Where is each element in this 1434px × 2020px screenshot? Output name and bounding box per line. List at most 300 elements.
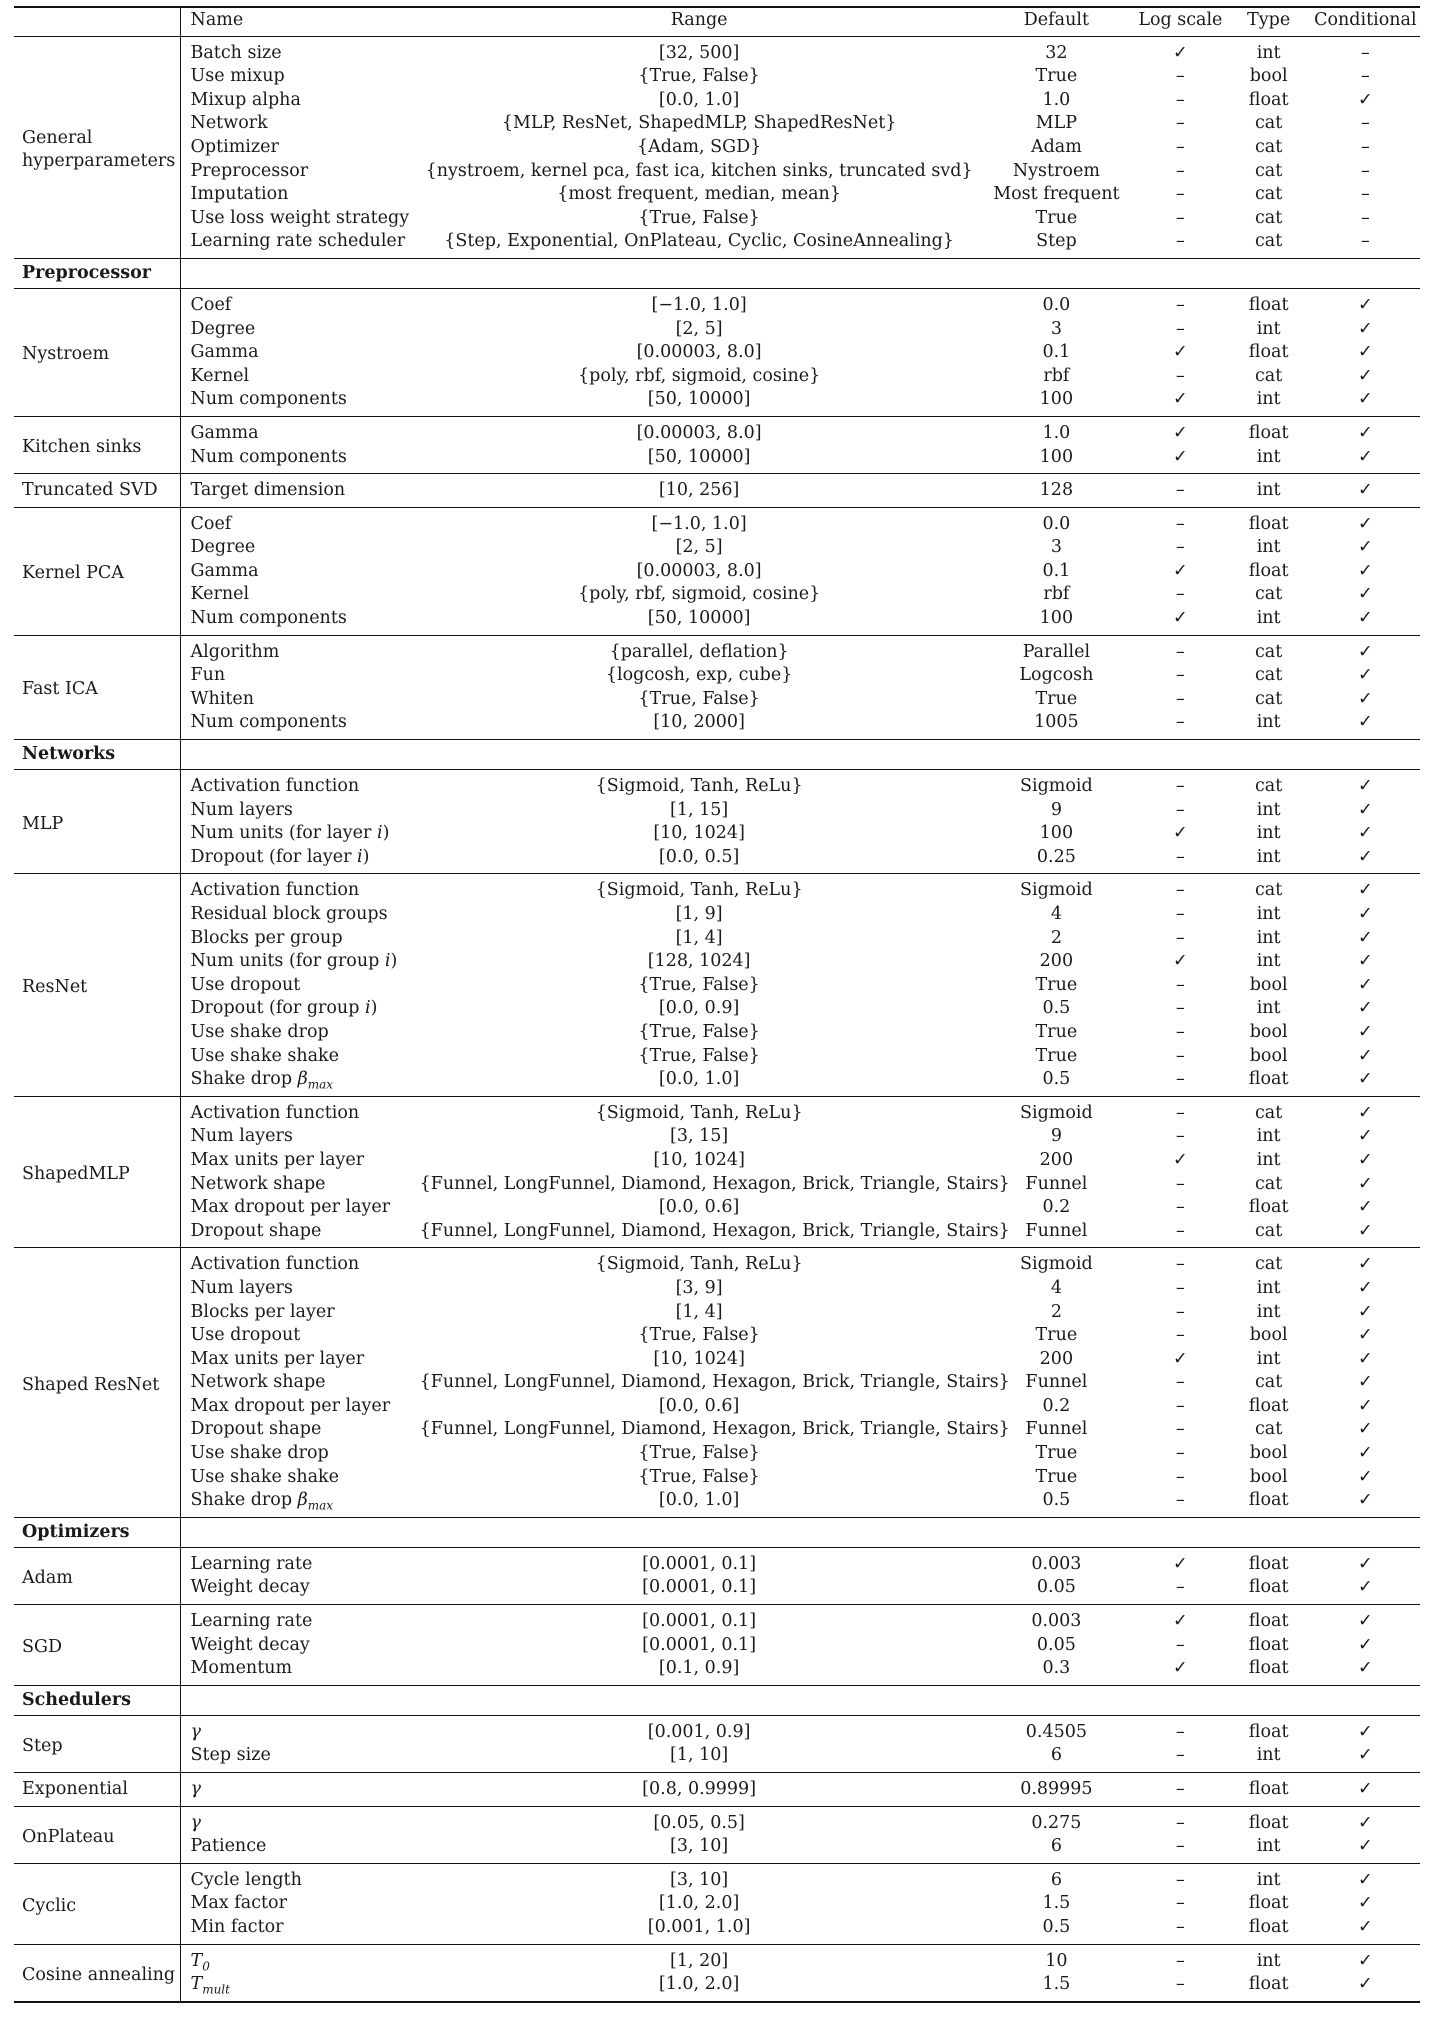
param-conditional: ✓ (1358, 641, 1373, 662)
param-math-symbol: γ (190, 1812, 201, 1833)
param-range: {Funnel, LongFunnel, Diamond, Hexagon, Brick, Triangle, Stairs} (419, 1419, 1010, 1440)
param-log-scale: – (1176, 712, 1185, 733)
param-name-text: Whiten (190, 688, 255, 709)
param-default: True (1035, 1045, 1078, 1066)
param-range: [0.001, 0.9] (647, 1721, 751, 1742)
param-log-scale: – (1176, 776, 1185, 797)
param-range: {MLP, ResNet, ShapedMLP, ShapedResNet} (501, 113, 897, 134)
param-conditional: ✓ (1358, 365, 1373, 386)
param-default: 0.5 (1042, 1916, 1071, 1937)
param-name-text: Patience (190, 1836, 267, 1857)
table-row (14, 1576, 1420, 1604)
param-name-text: Dropout shape (190, 1419, 322, 1440)
param-type: float (1248, 1893, 1289, 1914)
param-log-scale: ✓ (1173, 342, 1188, 363)
param-type: cat (1255, 688, 1283, 709)
param-default: 3 (1050, 318, 1062, 339)
param-name-text: Use loss weight strategy (190, 207, 410, 228)
param-name (180, 635, 420, 664)
header-conditional: Conditional (1314, 10, 1417, 30)
param-log-scale: – (1176, 1173, 1185, 1194)
param-name (180, 1892, 420, 1916)
param-default: True (1035, 974, 1078, 995)
param-log-scale: – (1176, 1779, 1185, 1799)
param-range: [0.0, 0.9] (658, 998, 740, 1019)
param-type: bool (1249, 66, 1288, 87)
param-range: [10, 256] (658, 480, 740, 501)
param-conditional: ✓ (1358, 1021, 1373, 1042)
param-range: [0.0001, 0.1] (642, 1611, 757, 1632)
param-type: int (1256, 42, 1281, 63)
param-type: bool (1249, 1045, 1288, 1066)
param-name (180, 1196, 420, 1220)
param-default: 6 (1050, 1745, 1062, 1766)
param-range: {parallel, deflation} (609, 641, 789, 662)
param-default: 1.0 (1042, 422, 1071, 443)
param-default: 200 (1039, 951, 1074, 972)
param-range: {True, False} (638, 1021, 760, 1042)
param-math-subscript: max (307, 1498, 334, 1513)
param-name (180, 1634, 420, 1658)
param-range: [0.0, 1.0] (658, 1490, 740, 1511)
table-row (14, 536, 1420, 560)
param-default: Adam (1030, 136, 1082, 157)
param-log-scale: – (1176, 1220, 1185, 1241)
param-conditional: ✓ (1358, 904, 1373, 924)
param-type: float (1248, 1779, 1289, 1799)
param-name-text: Cycle length (190, 1869, 302, 1890)
param-range: [128, 1024] (647, 951, 751, 972)
param-default: 2 (1050, 927, 1062, 948)
param-name-text: Residual block groups (190, 904, 388, 924)
param-type: int (1256, 608, 1281, 629)
table-row (14, 1045, 1420, 1069)
param-name-text: Dropout shape (190, 1220, 322, 1241)
param-type: float (1248, 513, 1289, 534)
param-range: [32, 500] (658, 42, 740, 63)
param-default: rbf (1043, 584, 1070, 605)
param-range: [3, 9] (675, 1277, 723, 1298)
param-conditional: ✓ (1358, 1102, 1373, 1123)
param-name (180, 1045, 420, 1069)
param-range: {Funnel, LongFunnel, Diamond, Hexagon, Brick, Triangle, Stairs} (419, 1173, 1010, 1194)
param-default: 1.0 (1042, 89, 1071, 110)
param-type: float (1248, 1611, 1289, 1632)
param-conditional: ✓ (1358, 480, 1373, 501)
param-conditional: ✓ (1358, 1173, 1373, 1194)
param-type: float (1248, 1553, 1289, 1574)
param-range: {Sigmoid, Tanh, ReLu} (595, 880, 803, 901)
param-type: int (1256, 446, 1281, 467)
param-range: [1.0, 2.0] (658, 1893, 740, 1914)
param-type: int (1256, 799, 1281, 820)
param-log-scale: – (1176, 365, 1185, 386)
param-conditional: – (1360, 184, 1370, 205)
table-row (14, 1248, 1420, 1277)
param-conditional: ✓ (1358, 560, 1373, 581)
param-name (180, 799, 420, 823)
param-log-scale: ✓ (1173, 608, 1188, 629)
param-name (180, 207, 420, 231)
table-row (14, 207, 1420, 231)
param-math-symbol: i (364, 998, 371, 1019)
param-name-text: Degree (190, 318, 256, 339)
param-name-text: Use dropout (190, 974, 301, 995)
param-name (180, 1576, 420, 1604)
param-type: cat (1255, 136, 1283, 157)
table-row (14, 1021, 1420, 1045)
table-row (14, 1301, 1420, 1325)
param-range: {True, False} (638, 688, 760, 709)
param-default: Funnel (1025, 1372, 1088, 1393)
param-name (180, 36, 420, 65)
param-name (180, 160, 420, 184)
param-default: 0.003 (1031, 1611, 1082, 1632)
param-range: {True, False} (638, 207, 760, 228)
param-log-scale: – (1176, 688, 1185, 709)
table-row (14, 1892, 1420, 1916)
param-range: [10, 1024] (653, 823, 745, 844)
param-conditional: ✓ (1358, 1974, 1373, 1995)
param-type: int (1256, 712, 1281, 733)
table-row (14, 36, 1420, 65)
param-conditional: ✓ (1358, 89, 1373, 110)
param-log-scale: – (1176, 231, 1185, 252)
param-default: True (1035, 1466, 1078, 1487)
group-label: ShapedMLP (14, 1096, 180, 1248)
param-default: 128 (1039, 480, 1074, 501)
section-heading: Optimizers (14, 1517, 180, 1547)
param-conditional: ✓ (1358, 1466, 1373, 1487)
param-type: cat (1255, 880, 1283, 901)
param-math-symbol: i (357, 846, 363, 867)
param-range: {Sigmoid, Tanh, ReLu} (595, 1102, 803, 1123)
param-range: [−1.0, 1.0] (651, 513, 747, 534)
param-name (180, 1277, 420, 1301)
table-row (14, 112, 1420, 136)
param-default: 9 (1050, 799, 1062, 820)
param-name-suffix: ) (370, 998, 378, 1019)
param-log-scale: ✓ (1173, 823, 1188, 844)
param-conditional: ✓ (1358, 1577, 1373, 1598)
table-row (14, 1973, 1420, 2002)
param-range: [0.00003, 8.0] (636, 422, 762, 443)
group-label: Truncated SVD (14, 474, 180, 508)
param-default: 32 (1045, 42, 1068, 63)
table-row (14, 507, 1420, 536)
param-log-scale: – (1176, 1395, 1185, 1416)
param-math-symbol: i (384, 951, 391, 972)
param-conditional: ✓ (1358, 1348, 1373, 1369)
header-default: Default (1023, 10, 1089, 30)
table-row (14, 230, 1420, 258)
param-conditional: ✓ (1358, 688, 1373, 709)
param-name-text: Use dropout (190, 1325, 301, 1346)
param-name-text: Target dimension (190, 480, 346, 501)
param-log-scale: ✓ (1173, 422, 1188, 443)
param-name-text: Activation function (190, 776, 360, 797)
param-default: Parallel (1022, 641, 1091, 662)
param-name (180, 1744, 420, 1772)
param-log-scale: – (1176, 1974, 1185, 1995)
param-type: cat (1255, 776, 1283, 797)
table-row (14, 1196, 1420, 1220)
param-type: int (1256, 1836, 1281, 1857)
param-log-scale: – (1176, 799, 1185, 820)
section-row (14, 258, 1420, 288)
param-default: 6 (1050, 1836, 1062, 1857)
param-name-text: Kernel (190, 365, 250, 386)
param-type: int (1256, 480, 1281, 501)
param-type: int (1256, 1348, 1281, 1369)
param-default: Sigmoid (1020, 1254, 1093, 1275)
param-conditional: ✓ (1358, 342, 1373, 363)
group-label: Fast ICA (14, 635, 180, 739)
param-range: {poly, rbf, sigmoid, cosine} (578, 584, 821, 605)
group-label: OnPlateau (14, 1806, 180, 1863)
param-log-scale: – (1176, 1102, 1185, 1123)
param-name-text: Use shake drop (190, 1021, 329, 1042)
table-row (14, 1806, 1420, 1835)
param-conditional: ✓ (1358, 1893, 1373, 1914)
table-row (14, 1634, 1420, 1658)
param-conditional: – (1360, 113, 1370, 134)
table-row (14, 1418, 1420, 1442)
header-log-scale: Log scale (1138, 10, 1223, 30)
param-range: [3, 10] (670, 1836, 729, 1857)
table-row (14, 365, 1420, 389)
param-type: cat (1255, 1372, 1283, 1393)
param-range: {True, False} (638, 1443, 760, 1464)
param-name (180, 446, 420, 474)
param-conditional: – (1360, 160, 1370, 181)
param-type: int (1256, 823, 1281, 844)
param-type: int (1256, 389, 1281, 410)
param-log-scale: – (1176, 904, 1185, 924)
param-range: [1, 10] (670, 1745, 729, 1766)
group-label: Nystroem (14, 288, 180, 416)
param-default: 9 (1050, 1126, 1062, 1147)
param-name-text: Num components (190, 608, 347, 629)
param-type: float (1248, 560, 1289, 581)
param-conditional: ✓ (1358, 665, 1373, 686)
table-row (14, 474, 1420, 508)
param-conditional: ✓ (1358, 1197, 1373, 1218)
param-name-text: Max units per layer (190, 1149, 365, 1170)
param-type: bool (1249, 1443, 1288, 1464)
param-log-scale: – (1176, 1466, 1185, 1487)
param-conditional: ✓ (1358, 389, 1373, 410)
section-row (14, 740, 1420, 770)
table-row (14, 1835, 1420, 1863)
param-range: {Adam, SGD} (636, 136, 762, 157)
param-default: True (1035, 1021, 1078, 1042)
param-conditional: ✓ (1358, 998, 1373, 1019)
param-log-scale: – (1176, 927, 1185, 948)
param-default: 100 (1039, 608, 1074, 629)
param-log-scale: – (1176, 66, 1185, 87)
param-log-scale: – (1176, 1301, 1185, 1322)
param-name-text: Fun (190, 665, 226, 686)
group-label: ResNet (14, 874, 180, 1096)
param-name (180, 927, 420, 951)
param-default: 0.89995 (1020, 1779, 1093, 1799)
param-range: {True, False} (638, 66, 760, 87)
param-type: float (1248, 1197, 1289, 1218)
param-log-scale: – (1176, 207, 1185, 228)
param-name-text: Optimizer (190, 136, 279, 157)
param-log-scale: – (1176, 880, 1185, 901)
param-name (180, 1068, 420, 1096)
param-conditional: ✓ (1358, 1869, 1373, 1890)
param-name (180, 1395, 420, 1419)
param-name (180, 874, 420, 903)
param-conditional: ✓ (1358, 776, 1373, 797)
param-name (180, 664, 420, 688)
param-name-text: Num layers (190, 1277, 293, 1298)
table-header-row (14, 7, 1420, 36)
param-name-text: Use shake shake (190, 1466, 340, 1487)
table-row (14, 1371, 1420, 1395)
param-type: cat (1255, 184, 1283, 205)
param-name (180, 688, 420, 712)
param-range: [0.00003, 8.0] (636, 560, 762, 581)
param-default: 0.5 (1042, 998, 1071, 1019)
param-name-text: Coef (190, 294, 232, 315)
param-default: Most frequent (993, 184, 1120, 205)
param-type: cat (1255, 1419, 1283, 1440)
group-label: Cyclic (14, 1863, 180, 1944)
table-row (14, 846, 1420, 874)
param-range: [0.0001, 0.1] (642, 1577, 757, 1598)
param-log-scale: – (1176, 584, 1185, 605)
param-log-scale: ✓ (1173, 446, 1188, 467)
param-conditional: ✓ (1358, 1395, 1373, 1416)
header-type: Type (1247, 10, 1291, 30)
param-math-symbol: γ (190, 1779, 201, 1799)
param-name (180, 560, 420, 584)
param-name-text: Max dropout per layer (190, 1395, 391, 1416)
param-log-scale: ✓ (1173, 1611, 1188, 1632)
param-range: [1, 15] (670, 799, 729, 820)
param-range: {nystroem, kernel pca, fast ica, kitchen sinks, truncated svd} (425, 160, 973, 181)
param-default: rbf (1043, 365, 1070, 386)
param-name-text: Num units (for group (190, 951, 385, 972)
group-label: Cosine annealing (14, 1944, 180, 2002)
param-name (180, 1096, 420, 1125)
param-name-text: Coef (190, 513, 232, 534)
param-default: 0.1 (1042, 342, 1071, 363)
param-name (180, 474, 420, 508)
table-row (14, 1547, 1420, 1576)
param-default: 0.275 (1031, 1812, 1082, 1833)
param-name-text: Preprocessor (190, 160, 309, 181)
param-log-scale: – (1176, 1869, 1185, 1890)
param-conditional: ✓ (1358, 1812, 1373, 1833)
param-type: bool (1249, 974, 1288, 995)
param-type: int (1256, 537, 1281, 558)
param-name (180, 974, 420, 998)
param-name-text: Gamma (190, 422, 259, 443)
table-row (14, 1149, 1420, 1173)
param-range: [10, 1024] (653, 1348, 745, 1369)
table-row (14, 1324, 1420, 1348)
param-range: [0.0, 1.0] (658, 1069, 740, 1090)
table-row (14, 997, 1420, 1021)
param-default: 1005 (1034, 712, 1079, 733)
param-type: cat (1255, 1220, 1283, 1241)
param-log-scale: – (1176, 974, 1185, 995)
param-log-scale: – (1176, 1443, 1185, 1464)
param-default: 0.05 (1036, 1577, 1076, 1598)
table-row (14, 688, 1420, 712)
param-conditional: ✓ (1358, 608, 1373, 629)
param-type: cat (1255, 231, 1283, 252)
param-range: [1.0, 2.0] (658, 1974, 740, 1995)
param-name-text: Learning rate (190, 1553, 313, 1574)
param-log-scale: – (1176, 1745, 1185, 1766)
table-row (14, 1348, 1420, 1372)
table-row (14, 416, 1420, 445)
param-log-scale: – (1176, 1277, 1185, 1298)
param-log-scale: – (1176, 1577, 1185, 1598)
table-row (14, 799, 1420, 823)
param-log-scale: – (1176, 537, 1185, 558)
param-range: [3, 10] (670, 1869, 729, 1890)
group-label: Exponential (14, 1773, 180, 1807)
param-type: cat (1255, 1173, 1283, 1194)
table-row (14, 288, 1420, 317)
param-type: float (1248, 1721, 1289, 1742)
group-label: Step (14, 1715, 180, 1772)
param-default: 100 (1039, 446, 1074, 467)
section-spacer (180, 1685, 1420, 1715)
param-name-text: Network shape (190, 1372, 326, 1393)
table-row (14, 1605, 1420, 1634)
section-spacer (180, 1517, 1420, 1547)
param-log-scale: – (1176, 1372, 1185, 1393)
param-name (180, 341, 420, 365)
param-conditional: – (1360, 136, 1370, 157)
param-default: 0.0 (1042, 294, 1071, 315)
param-conditional: ✓ (1358, 974, 1373, 995)
param-name (180, 1248, 420, 1277)
param-conditional: ✓ (1358, 1443, 1373, 1464)
param-name-text: Min factor (190, 1916, 284, 1937)
param-log-scale: – (1176, 1812, 1185, 1833)
param-type: cat (1255, 641, 1283, 662)
param-log-scale: – (1176, 184, 1185, 205)
param-conditional: ✓ (1358, 1325, 1373, 1346)
param-default: 0.2 (1042, 1197, 1071, 1218)
param-log-scale: ✓ (1173, 389, 1188, 410)
param-range: [0.0, 1.0] (658, 89, 740, 110)
param-range: [−1.0, 1.0] (651, 294, 747, 315)
param-name-text: Mixup alpha (190, 89, 301, 110)
param-conditional: ✓ (1358, 927, 1373, 948)
param-log-scale: – (1176, 318, 1185, 339)
param-default: True (1035, 688, 1078, 709)
param-name (180, 997, 420, 1021)
param-type: bool (1249, 1325, 1288, 1346)
param-math-symbol: $T_0$ (190, 1950, 210, 1974)
param-name (180, 1173, 420, 1197)
param-log-scale: – (1176, 89, 1185, 110)
section-row (14, 1685, 1420, 1715)
param-name (180, 1418, 420, 1442)
table-row (14, 446, 1420, 474)
param-name (180, 1466, 420, 1490)
